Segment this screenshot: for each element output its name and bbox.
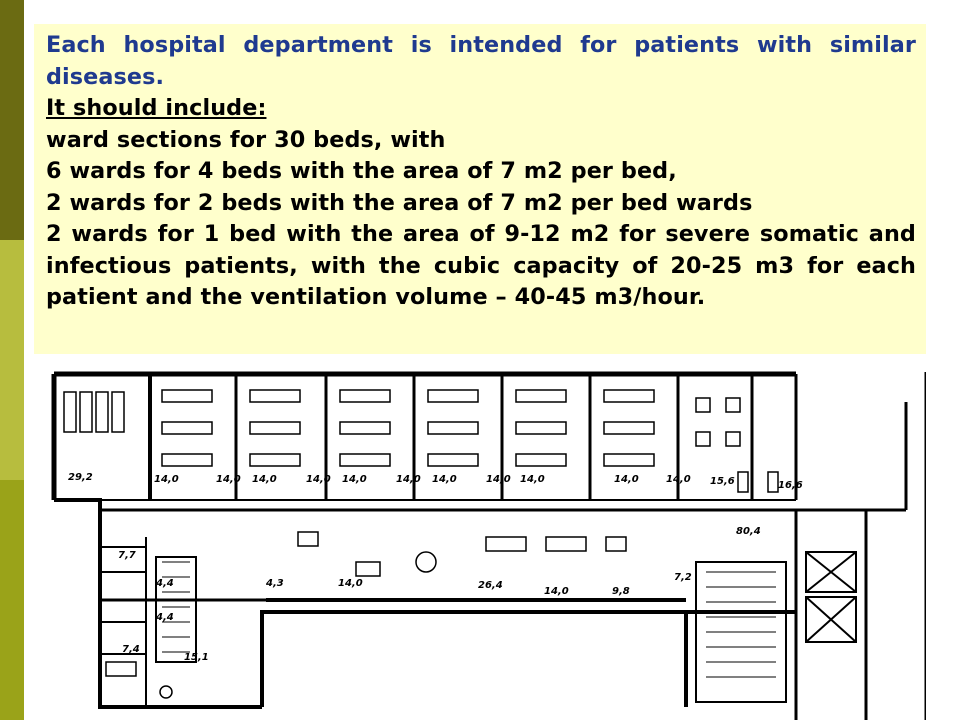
area-label: 14,0 (154, 474, 179, 485)
requirement-item-4: 2 wards for 1 bed with the area of 9-12 m2 for severe somatic and infectious patients, with the cubic capacity of 20-25 m3 for each patient and the ventilation volume – 40-45 m3/hour. (46, 221, 916, 310)
area-label: 14,0 (306, 474, 331, 485)
intro-text: Each hospital department is intended for patients with similar diseases. (46, 32, 916, 90)
area-label: 14,0 (486, 474, 511, 485)
area-label: 14,0 (342, 474, 367, 485)
area-label: 14,0 (614, 474, 639, 485)
info-textbox (34, 24, 926, 354)
accent-bar-bottom (0, 480, 24, 720)
area-label: 4,4 (156, 612, 174, 623)
area-label: 29,2 (68, 472, 93, 483)
requirement-item-2: 6 wards for 4 beds with the area of 7 m2 per bed, (46, 158, 677, 184)
floor-plan (46, 362, 926, 720)
area-label: 7,7 (118, 550, 136, 561)
area-label: 15,6 (710, 476, 735, 487)
area-label: 14,0 (252, 474, 277, 485)
include-heading: It should include: (46, 95, 267, 121)
requirement-item-3: 2 wards for 2 beds with the area of 7 m2 per bed wards (46, 189, 753, 216)
area-label: 14,0 (432, 474, 457, 485)
accent-bar-middle (0, 240, 24, 480)
area-label: 4,3 (266, 578, 284, 589)
area-label: 14,0 (544, 586, 569, 597)
area-label: 9,8 (612, 586, 630, 597)
requirement-item-1: ward sections for 30 beds, with (46, 126, 446, 153)
area-label: 16,6 (778, 480, 803, 491)
area-label: 14,0 (666, 474, 691, 485)
area-label: 4,4 (156, 578, 174, 589)
area-label: 14,0 (338, 578, 363, 589)
area-label: 15,1 (184, 652, 209, 663)
area-label: 80,4 (736, 526, 761, 537)
area-label: 7,2 (674, 572, 692, 583)
area-label: 14,0 (216, 474, 241, 485)
accent-bar-top (0, 0, 24, 240)
area-label: 26,4 (478, 580, 503, 591)
area-label: 14,0 (520, 474, 545, 485)
area-label: 14,0 (396, 474, 421, 485)
area-label: 7,4 (122, 644, 140, 655)
floor-plan-drawing (46, 362, 926, 720)
